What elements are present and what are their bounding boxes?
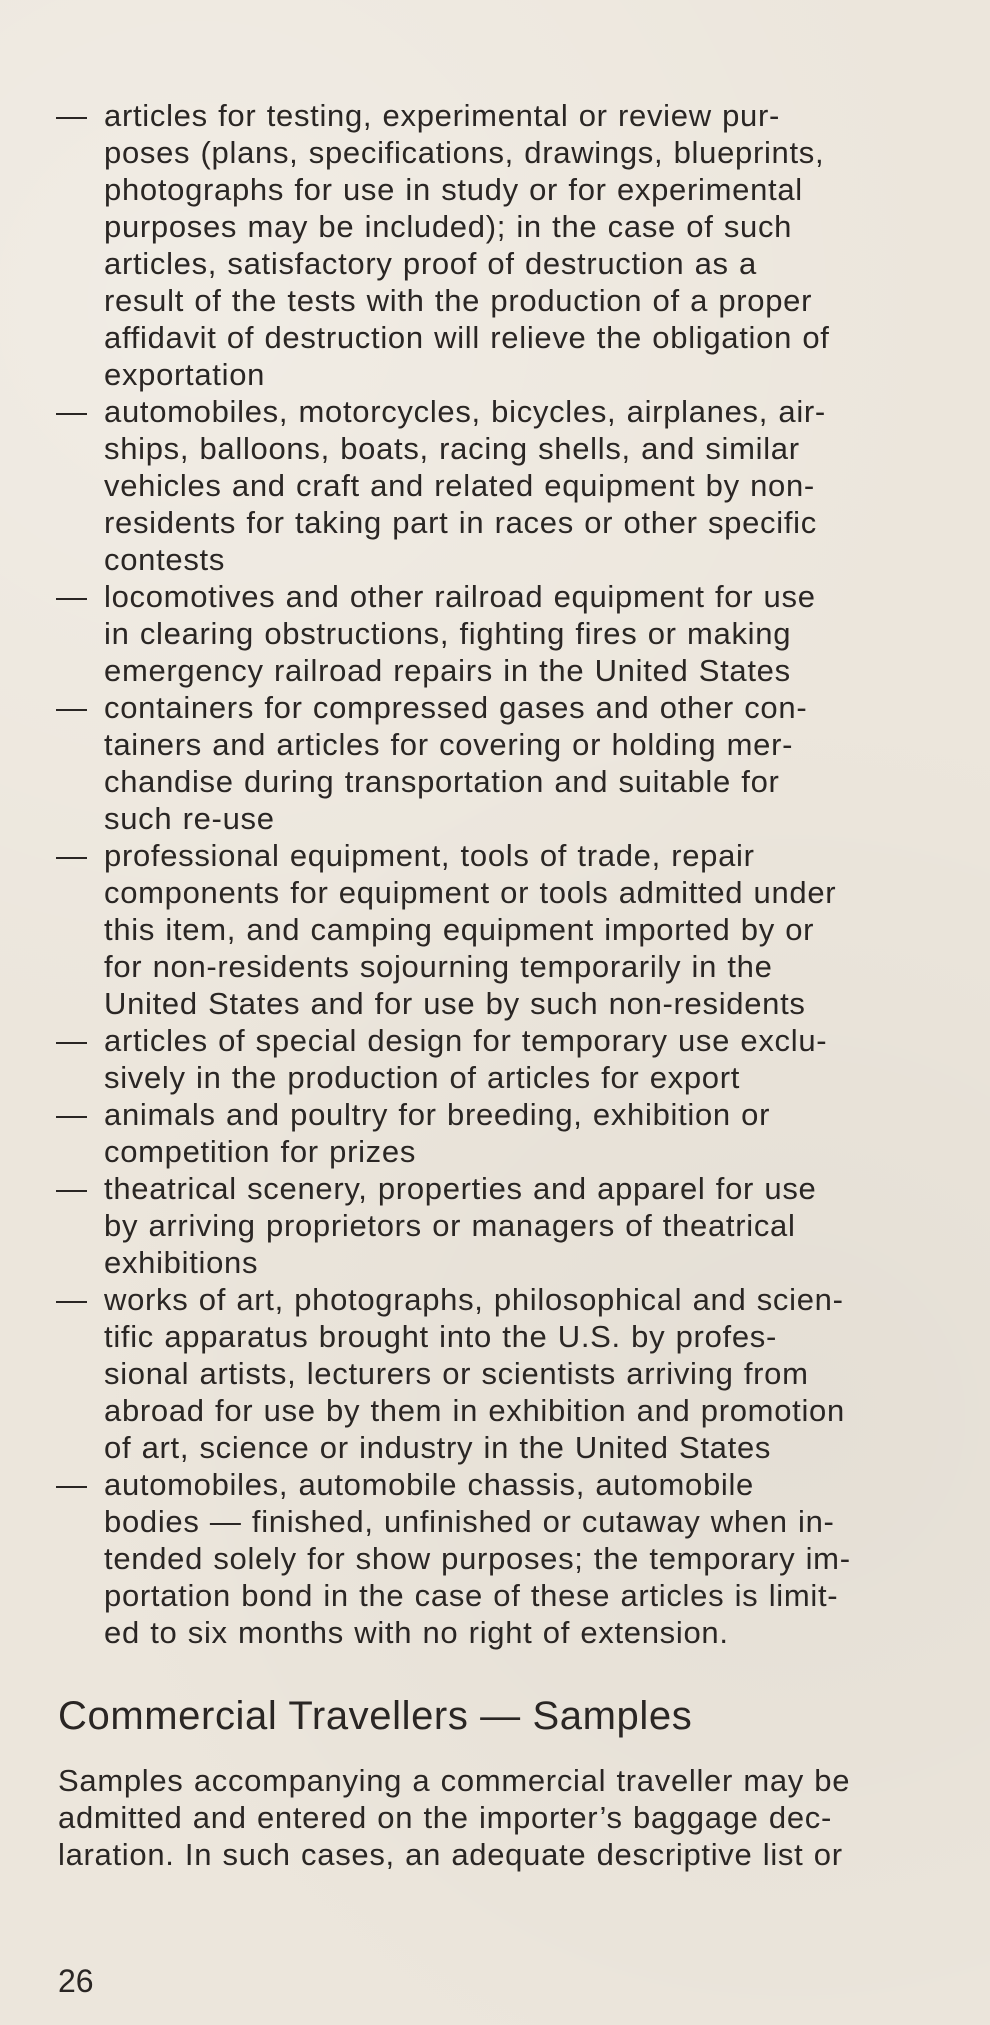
list-item-text: articles of special design for temporary use exclu- sively in the production of articles for export	[104, 1023, 828, 1095]
list-item-text: articles for testing, experimental or review pur- poses (plans, specifications, drawings, blueprints, photographs for use in study or for experimental purposes may be included); in the case of such articles, satisfactory proof of destruction as a result of the tests with the production of a proper affidavit of destruction will relieve the obligation of exportation	[104, 98, 830, 392]
list-item	[56, 1022, 956, 1096]
list-item	[56, 393, 956, 578]
list-item-text: automobiles, motorcycles, bicycles, airplanes, air- ships, balloons, boats, racing shells, and similar vehicles and craft and related equipment by non- residents for taking part in races or other specific contests	[104, 394, 826, 577]
section-paragraph: Samples accompanying a commercial traveller may be admitted and entered on the importer’s baggage dec- laration. In such cases, an adequate descriptive list or	[58, 1763, 851, 1872]
list-item	[56, 1281, 956, 1466]
em-dash-bullet: —	[56, 838, 88, 873]
list-item	[56, 689, 956, 837]
em-dash-bullet: —	[56, 579, 88, 614]
em-dash-bullet: —	[56, 1467, 88, 1502]
list-item-text: theatrical scenery, properties and apparel for use by arriving proprietors or managers of theatrical exhibitions	[104, 1171, 817, 1280]
list-item	[56, 578, 956, 689]
list-item-text: automobiles, automobile chassis, automobile bodies — finished, unfinished or cutaway when in- tended solely for show purposes; the temporary im- portation bond in the case of these articles is limit- ed to six months with no right of extension.	[104, 1467, 851, 1650]
list-item	[56, 1096, 956, 1170]
em-dash-bullet: —	[56, 690, 88, 725]
em-dash-bullet: —	[56, 1282, 88, 1317]
em-dash-bullet: —	[56, 1097, 88, 1132]
list-item	[56, 1170, 956, 1281]
list-item-text: animals and poultry for breeding, exhibition or competition for prizes	[104, 1097, 771, 1169]
list-item	[56, 837, 956, 1022]
list-item-text: professional equipment, tools of trade, repair components for equipment or tools admitted under this item, and camping equipment imported by or for non-residents sojourning temporarily in the United States and for use by such non-residents	[104, 838, 837, 1021]
section-heading: Commercial Travellers — Samples	[58, 1694, 693, 1738]
list-item-text: containers for compressed gases and other con- tainers and articles for covering or holding mer- chandise during transportation and suitable for such re-use	[104, 690, 808, 836]
list-item-text: locomotives and other railroad equipment for use in clearing obstructions, fighting fires or making emergency railroad repairs in the United States	[104, 579, 816, 688]
em-dash-bullet: —	[56, 1023, 88, 1058]
em-dash-bullet: —	[56, 98, 88, 133]
list-item	[56, 97, 956, 393]
list-item	[56, 1466, 956, 1651]
em-dash-bullet: —	[56, 1171, 88, 1206]
list-item-text: works of art, photographs, philosophical and scien- tific apparatus brought into the U.S. by profes- sional artists, lecturers or scientists arriving from abroad for use by them in exhibition and promotion of art, science or industry in the United States	[104, 1282, 845, 1465]
temporary-importation-list	[56, 97, 956, 1651]
page-number: 26	[58, 1963, 94, 1999]
em-dash-bullet: —	[56, 394, 88, 429]
